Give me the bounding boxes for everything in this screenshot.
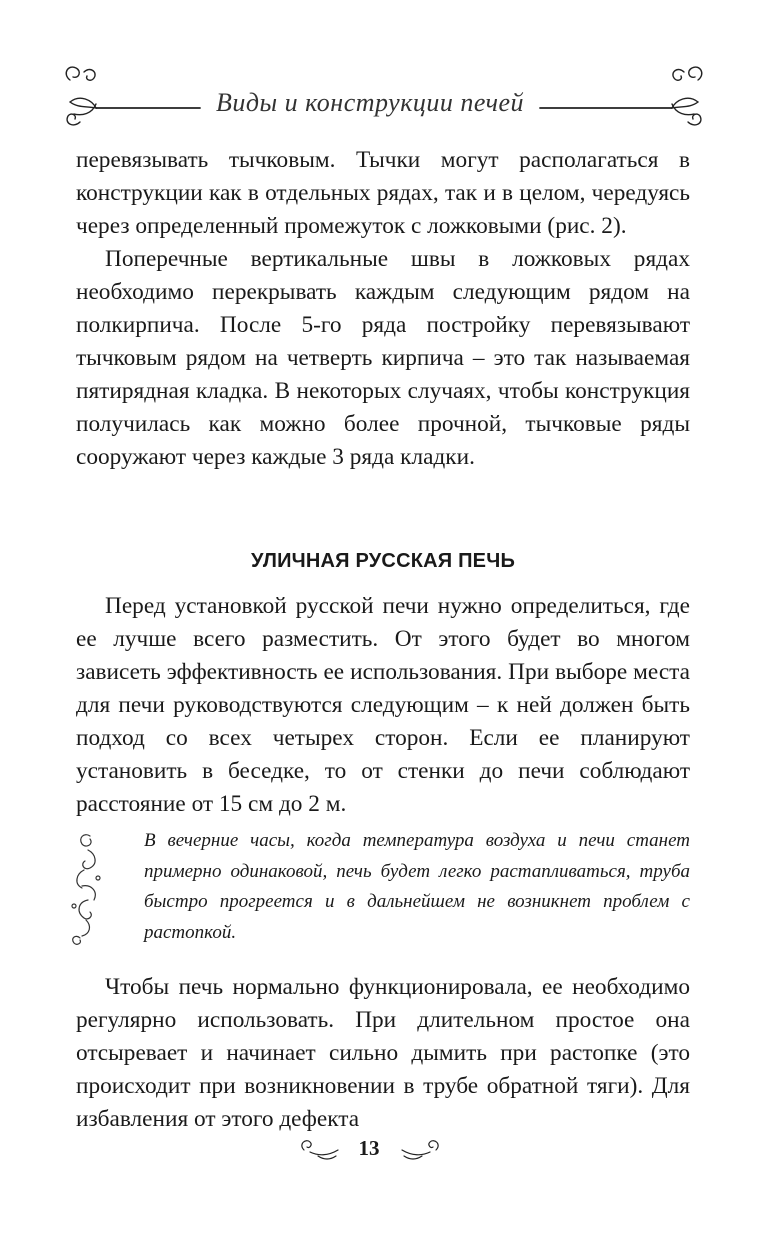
paragraph: Поперечные вертикальные швы в ложковых рядах необходимо перекрывать каждым следующим рядом на полкирпича. После 5-го ряда постройку перевязывают тычковым рядом на четверть кирпича – это так называемая пятирядная кладка. В некоторых случаях, чтобы конструкция получилась как можно более прочной, тычковые ряды сооружают через каждые 3 ряда кладки.	[76, 246, 690, 470]
paragraph: Перед установкой русской печи нужно определиться, где ее лучше всего разместить. От этого будет во многом зависеть эффективность ее использования. При выборе места для печи руководствуются следующим – к ней должен быть подход со всех четырех сторон. Если ее планируют установить в беседке, то от стенки до печи соблюдают расстояние от 15 см до 2 м.	[76, 593, 690, 817]
body-text-top	[76, 144, 690, 474]
note-ornament-icon	[64, 830, 114, 950]
running-title: Виды и конструкции печей	[215, 88, 525, 117]
section-heading: УЛИЧНАЯ РУССКАЯ ПЕЧЬ	[250, 550, 516, 572]
page-footer	[0, 1130, 768, 1170]
paragraph: Чтобы печь нормально функционировала, ее необходимо регулярно использовать. При длительном простое она отсыревает и начинает сильно дымить при растопке (это происходит при возникновении в трубе обратной тяги). Для избавления от этого дефекта	[76, 974, 690, 1132]
sidebar-note: В вечерние часы, когда температура воздуха и печи станет примерно одинаковой, печь будет легко растапливаться, труба быстро прогреется и в дальнейшем не возникнет проблем с растопкой.	[144, 830, 690, 943]
paragraph: перевязывать тычковым. Тычки могут располагаться в конструкции как в отдельных рядах, так и в целом, чередуясь через определенный промежуток с ложковыми (рис. 2).	[76, 147, 690, 239]
page-number: 13	[358, 1136, 380, 1160]
running-header	[0, 52, 768, 152]
